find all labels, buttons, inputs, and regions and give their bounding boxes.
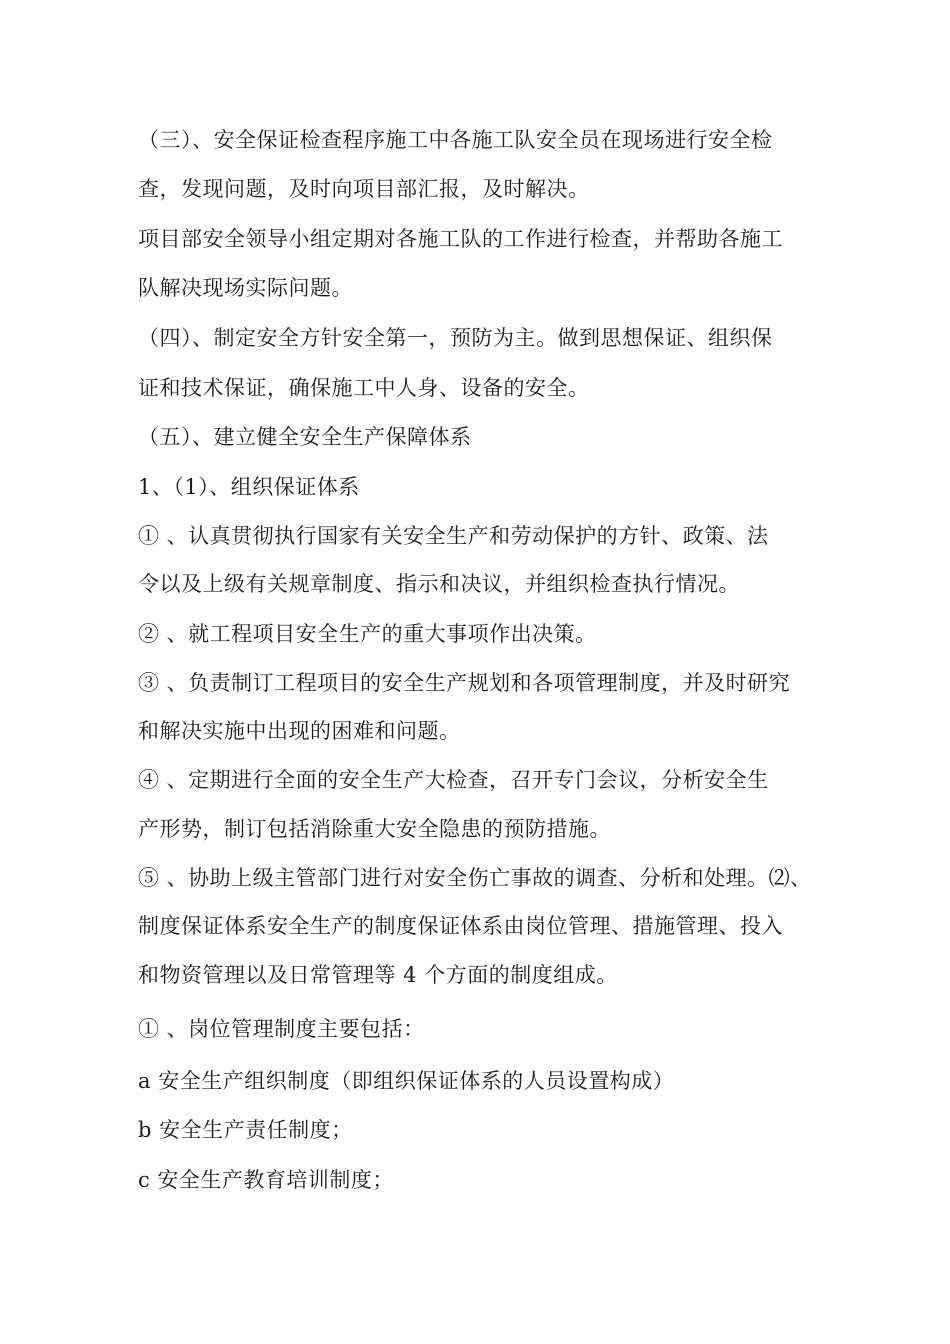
text-line: （五）、建立健全安全生产保障体系 (138, 425, 472, 449)
text-line: 证和技术保证，确保施工中人身、设备的安全。 (138, 376, 590, 400)
text-line: ④ 、定期进行全面的安全生产大检查，召开专门会议，分析安全生 (138, 768, 769, 792)
text-line: ① 、岗位管理制度主要包括： (138, 1017, 425, 1041)
text-line: 项目部安全领导小组定期对各施工队的工作进行检查，并帮助各施工 (138, 227, 783, 251)
text-line: （四）、制定安全方针安全第一，预防为主。做到思想保证、组织保 (138, 326, 773, 350)
text-line: 令以及上级有关规章制度、指示和决议，并组织检查执行情况。 (138, 572, 740, 596)
text-line: 查，发现问题，及时向项目部汇报，及时解决。 (138, 177, 590, 201)
text-line: b 安全生产责任制度； (138, 1118, 353, 1142)
text-line: 和解决实施中出现的困难和问题。 (138, 719, 461, 743)
text-line: a 安全生产组织制度（即组织保证体系的人员设置构成） (138, 1069, 675, 1093)
text-line: （三）、安全保证检查程序施工中各施工队安全员在现场进行安全检 (138, 128, 773, 152)
text-line: 产形势，制订包括消除重大安全隐患的预防措施。 (138, 817, 611, 841)
text-line: 1、（1）、组织保证体系 (138, 475, 360, 499)
text-line: ⑤ 、协助上级主管部门进行对安全伤亡事故的调查、分析和处理。⑵、 (138, 866, 812, 890)
text-line: ① 、认真贯彻执行国家有关安全生产和劳动保护的方针、政策、法 (138, 524, 769, 548)
text-line: 队解决现场实际问题。 (138, 276, 353, 300)
text-line: ② 、就工程项目安全生产的重大事项作出决策。 (138, 622, 597, 646)
text-line: c 安全生产教育培训制度； (138, 1168, 394, 1192)
text-line: 和物资管理以及日常管理等 4 个方面的制度组成。 (138, 963, 618, 987)
text-line: 制度保证体系安全生产的制度保证体系由岗位管理、措施管理、投入 (138, 914, 783, 938)
text-line: ③ 、负责制订工程项目的安全生产规划和各项管理制度，并及时研究 (138, 671, 791, 695)
